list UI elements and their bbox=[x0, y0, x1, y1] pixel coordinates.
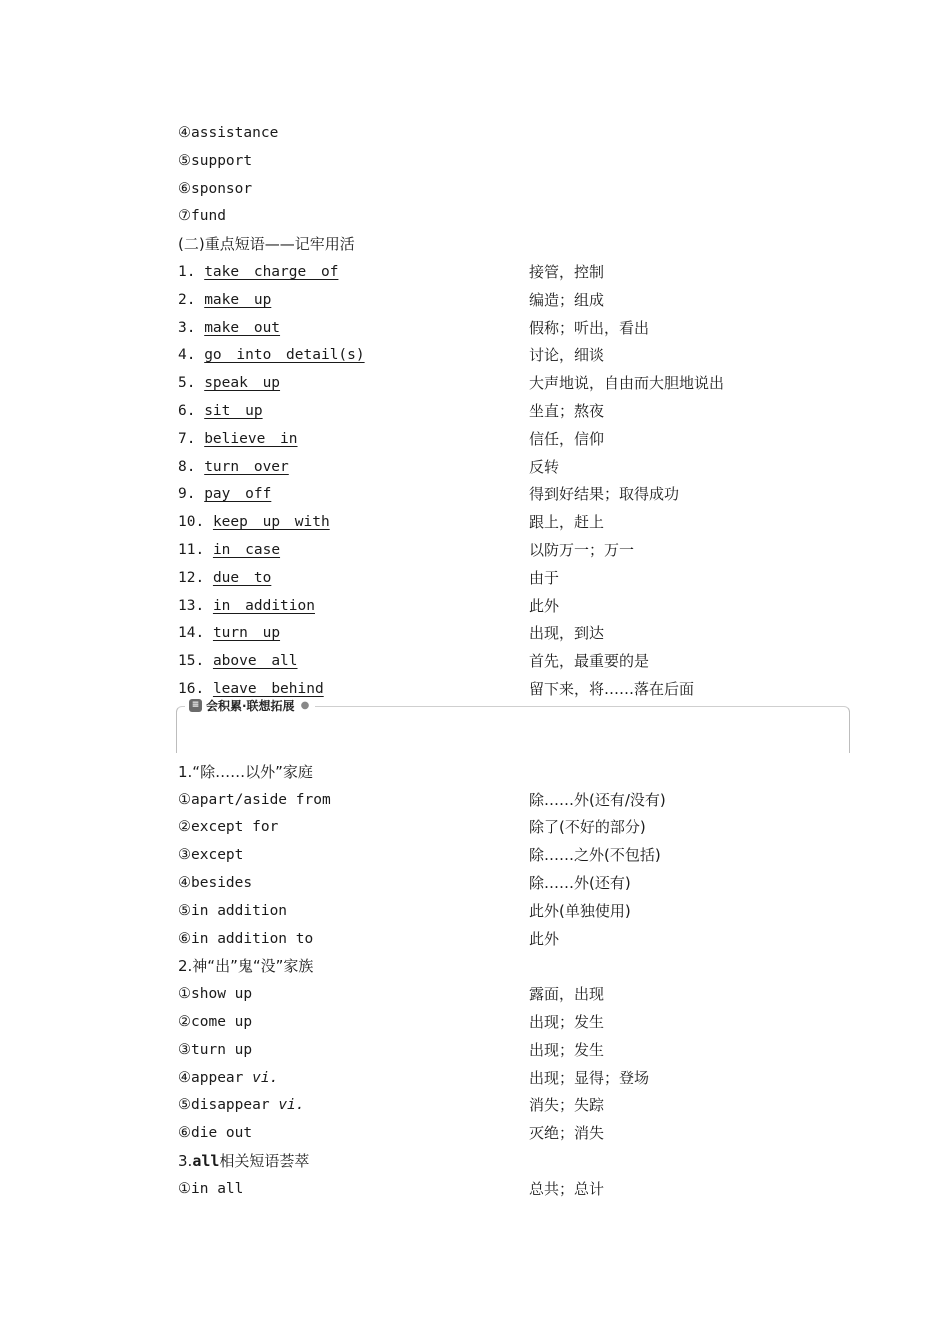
item-marker: ④ bbox=[178, 1069, 191, 1086]
phrase-text: turn over bbox=[204, 458, 289, 475]
item-text: except bbox=[191, 847, 244, 864]
list-icon: ≡ bbox=[189, 699, 202, 712]
item-marker: ③ bbox=[178, 1041, 191, 1058]
phrase-number: 2. bbox=[178, 291, 196, 308]
list-item bbox=[178, 148, 858, 176]
phrase-row bbox=[178, 454, 858, 482]
phrase-row bbox=[178, 593, 858, 621]
phrase-text: due to bbox=[212, 569, 272, 586]
list-item bbox=[178, 1176, 858, 1204]
list-item bbox=[178, 1092, 858, 1120]
tip-box bbox=[176, 698, 850, 753]
phrase-row bbox=[178, 287, 858, 315]
phrase-number: 10. bbox=[178, 514, 205, 531]
phrase-meaning: 首先，最重要的是 bbox=[529, 652, 650, 671]
phrase-number: 16. bbox=[178, 680, 205, 697]
phrase-text: go into detail(s) bbox=[204, 347, 365, 364]
phrase-meaning: 留下来，将……落在后面 bbox=[529, 679, 695, 698]
phrase-list bbox=[178, 259, 858, 704]
section-heading: (二)重点短语——记牢用活 bbox=[178, 235, 355, 254]
item-marker: ⑤ bbox=[178, 902, 191, 919]
phrase-row bbox=[178, 481, 858, 509]
phrase-row bbox=[178, 426, 858, 454]
dot-icon: ● bbox=[300, 699, 310, 711]
item-marker: ① bbox=[178, 791, 191, 808]
item-marker: ⑥ bbox=[178, 930, 191, 947]
list-item bbox=[178, 1009, 858, 1037]
phrase-meaning: 大声地说，自由而大胆地说出 bbox=[529, 374, 725, 393]
item-text: fund bbox=[191, 208, 226, 225]
phrase-number: 4. bbox=[178, 347, 196, 364]
phrase-text: sit up bbox=[204, 402, 263, 419]
phrase-number: 3. bbox=[178, 319, 196, 336]
phrase-number: 12. bbox=[178, 569, 205, 586]
item-marker: ⑤ bbox=[178, 1097, 191, 1114]
phrase-number: 14. bbox=[178, 625, 205, 642]
item-meaning: 灭绝；消失 bbox=[529, 1124, 605, 1143]
phrase-number: 6. bbox=[178, 402, 196, 419]
top-list bbox=[178, 120, 858, 231]
item-meaning: 此外 bbox=[529, 929, 560, 948]
group3-heading bbox=[178, 1148, 858, 1176]
item-meaning: 出现；发生 bbox=[529, 1040, 605, 1059]
part-of-speech: vi. bbox=[278, 1097, 305, 1114]
item-meaning: 露面，出现 bbox=[529, 985, 605, 1004]
item-text: in all bbox=[191, 1180, 244, 1197]
phrase-text: pay off bbox=[204, 486, 272, 503]
item-text: die out bbox=[191, 1125, 253, 1142]
item-meaning: 消失；失踪 bbox=[529, 1096, 605, 1115]
phrase-row bbox=[178, 648, 858, 676]
group3-list bbox=[178, 1176, 858, 1204]
phrase-row bbox=[178, 620, 858, 648]
item-marker: ⑦ bbox=[178, 208, 191, 225]
list-item bbox=[178, 787, 858, 815]
phrase-meaning: 信任，信仰 bbox=[529, 429, 605, 448]
phrase-row bbox=[178, 259, 858, 287]
item-meaning: 除……之外(不包括) bbox=[529, 846, 661, 865]
phrase-number: 5. bbox=[178, 375, 196, 392]
item-text: sponsor bbox=[191, 180, 253, 197]
item-text: in addition to bbox=[191, 930, 314, 947]
phrase-meaning: 接管，控制 bbox=[529, 262, 605, 281]
phrase-text: above all bbox=[212, 653, 298, 670]
list-item bbox=[178, 176, 858, 204]
item-text: in addition bbox=[191, 902, 288, 919]
list-item bbox=[178, 870, 858, 898]
phrase-meaning: 坐直；熬夜 bbox=[529, 401, 605, 420]
phrase-text: make up bbox=[204, 291, 272, 308]
phrase-meaning: 得到好结果；取得成功 bbox=[529, 485, 680, 504]
item-text: appear bbox=[191, 1069, 244, 1086]
list-item bbox=[178, 981, 858, 1009]
group2-heading: 2.神“出”鬼“没”家族 bbox=[178, 957, 314, 976]
phrase-row bbox=[178, 537, 858, 565]
phrase-meaning: 讨论，细谈 bbox=[529, 346, 605, 365]
group1-list bbox=[178, 787, 858, 954]
phrase-row bbox=[178, 342, 858, 370]
list-item bbox=[178, 898, 858, 926]
item-meaning: 出现；显得；登场 bbox=[529, 1068, 650, 1087]
phrase-number: 11. bbox=[178, 541, 205, 558]
phrase-text: keep up with bbox=[212, 514, 330, 531]
phrase-text: in case bbox=[212, 541, 281, 558]
document-page bbox=[178, 120, 858, 1203]
item-meaning: 除……外(还有) bbox=[529, 873, 631, 892]
item-marker: ① bbox=[178, 986, 191, 1003]
phrase-text: in addition bbox=[212, 597, 315, 614]
phrase-text: believe in bbox=[204, 430, 298, 447]
item-marker: ⑥ bbox=[178, 1125, 191, 1142]
phrase-meaning: 反转 bbox=[529, 457, 560, 476]
item-text: support bbox=[191, 152, 253, 169]
phrase-text: speak up bbox=[204, 375, 281, 392]
item-text: show up bbox=[191, 986, 253, 1003]
item-text: turn up bbox=[191, 1041, 253, 1058]
list-item bbox=[178, 120, 858, 148]
item-text: except for bbox=[191, 819, 279, 836]
heading-bold: all bbox=[192, 1151, 220, 1170]
item-marker: ④ bbox=[178, 874, 191, 891]
phrase-row bbox=[178, 509, 858, 537]
phrase-meaning: 以防万一；万一 bbox=[529, 540, 635, 559]
phrase-meaning: 出现，到达 bbox=[529, 624, 605, 643]
phrase-meaning: 跟上，赶上 bbox=[529, 513, 605, 532]
phrase-row bbox=[178, 565, 858, 593]
list-item bbox=[178, 842, 858, 870]
item-text: come up bbox=[191, 1013, 253, 1030]
phrase-number: 1. bbox=[178, 263, 196, 280]
list-item bbox=[178, 203, 858, 231]
phrase-meaning: 编造；组成 bbox=[529, 290, 605, 309]
phrase-number: 15. bbox=[178, 653, 205, 670]
item-text: apart/aside from bbox=[191, 791, 331, 808]
heading-suffix: 相关短语荟萃 bbox=[219, 1151, 310, 1170]
phrase-row bbox=[178, 370, 858, 398]
phrase-meaning: 此外 bbox=[529, 596, 560, 615]
phrase-meaning: 假称；听出，看出 bbox=[529, 318, 650, 337]
list-item bbox=[178, 1037, 858, 1065]
item-text: besides bbox=[191, 874, 253, 891]
item-marker: ④ bbox=[178, 125, 191, 141]
phrase-number: 7. bbox=[178, 430, 196, 447]
list-item bbox=[178, 1065, 858, 1093]
item-marker: ② bbox=[178, 1013, 191, 1030]
item-text: assistance bbox=[191, 125, 279, 141]
phrase-meaning: 由于 bbox=[529, 568, 560, 587]
phrase-number: 8. bbox=[178, 458, 196, 475]
group2-list bbox=[178, 981, 858, 1148]
phrase-row bbox=[178, 398, 858, 426]
item-meaning: 此外(单独使用) bbox=[529, 901, 631, 920]
list-item bbox=[178, 926, 858, 954]
heading-prefix: 3. bbox=[178, 1151, 193, 1170]
list-item bbox=[178, 1120, 858, 1148]
item-meaning: 除……外(还有/没有) bbox=[529, 790, 666, 809]
box-title bbox=[185, 698, 315, 714]
phrase-number: 13. bbox=[178, 597, 205, 614]
item-marker: ⑥ bbox=[178, 180, 191, 197]
item-text: disappear bbox=[191, 1097, 270, 1114]
item-marker: ⑤ bbox=[178, 152, 191, 169]
item-marker: ③ bbox=[178, 847, 191, 864]
item-marker: ② bbox=[178, 819, 191, 836]
group1-heading: 1.“除……以外”家庭 bbox=[178, 762, 313, 781]
phrase-text: take charge of bbox=[204, 263, 339, 280]
phrase-text: turn up bbox=[212, 625, 281, 642]
box-title-text: 会积累·联想拓展 bbox=[206, 698, 295, 713]
item-meaning: 出现；发生 bbox=[529, 1012, 605, 1031]
list-item bbox=[178, 814, 858, 842]
part-of-speech: vi. bbox=[252, 1069, 279, 1086]
phrase-text: leave behind bbox=[212, 680, 324, 697]
item-meaning: 除了(不好的部分) bbox=[529, 818, 646, 837]
phrase-number: 9. bbox=[178, 486, 196, 503]
phrase-row bbox=[178, 315, 858, 343]
item-meaning: 总共；总计 bbox=[529, 1179, 605, 1198]
item-marker: ① bbox=[178, 1180, 191, 1197]
phrase-text: make out bbox=[204, 319, 281, 336]
